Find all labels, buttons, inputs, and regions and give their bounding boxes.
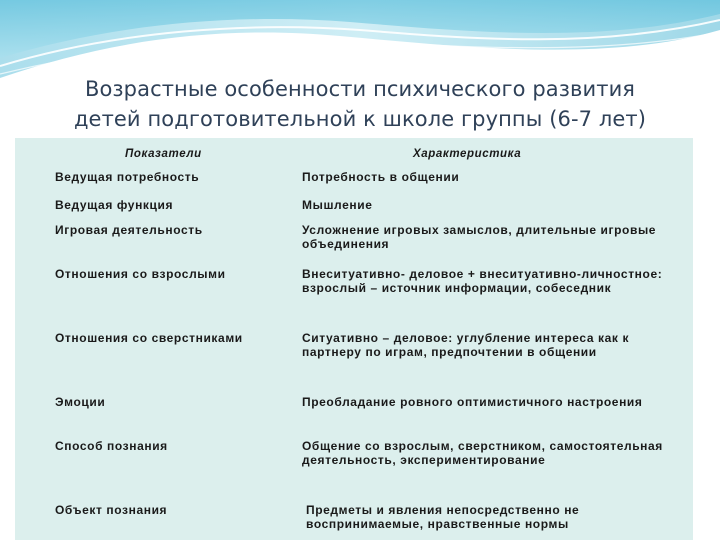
indicator-cell: Эмоции	[55, 395, 106, 409]
characteristic-cell: Ситуативно – деловое: углубление интереса как к партнеру по играм, предпочтении в общении	[302, 331, 630, 359]
indicator-cell: Отношения со взрослыми	[55, 267, 226, 281]
slide-title-line-1: Возрастные особенности психического развития	[84, 77, 636, 101]
slide-title	[0, 74, 720, 134]
indicator-cell: Отношения со сверстниками	[55, 331, 243, 345]
indicator-cell: Ведущая потребность	[55, 170, 200, 184]
indicator-cell: Игровая деятельность	[55, 223, 203, 237]
characteristics-table	[15, 138, 693, 540]
characteristic-cell: Внеситуативно- деловое + внеситуативно-личностное: взрослый – источник информации, собеседник	[302, 267, 663, 295]
characteristic-cell: Общение со взрослым, сверстником, самостоятельная деятельность, экспериментирование	[302, 439, 663, 467]
indicator-cell: Способ познания	[55, 439, 168, 453]
characteristic-cell: Предметы и явления непосредственно не воспринимаемые, нравственные нормы	[306, 503, 580, 531]
characteristic-cell: Усложнение игровых замыслов, длительные игровые объединения	[302, 223, 657, 251]
indicator-cell: Объект познания	[55, 503, 168, 517]
indicator-cell: Ведущая функция	[55, 198, 174, 212]
column-header-indicators: Показатели	[125, 148, 202, 160]
characteristic-cell: Потребность в общении	[302, 170, 460, 184]
characteristic-cell: Преобладание ровного оптимистичного настроения	[302, 395, 643, 409]
slide-title-line-2: детей подготовительной к школе группы (6-7 лет)	[73, 107, 647, 131]
column-header-characteristic: Характеристика	[413, 148, 522, 160]
characteristic-cell: Мышление	[302, 198, 373, 212]
